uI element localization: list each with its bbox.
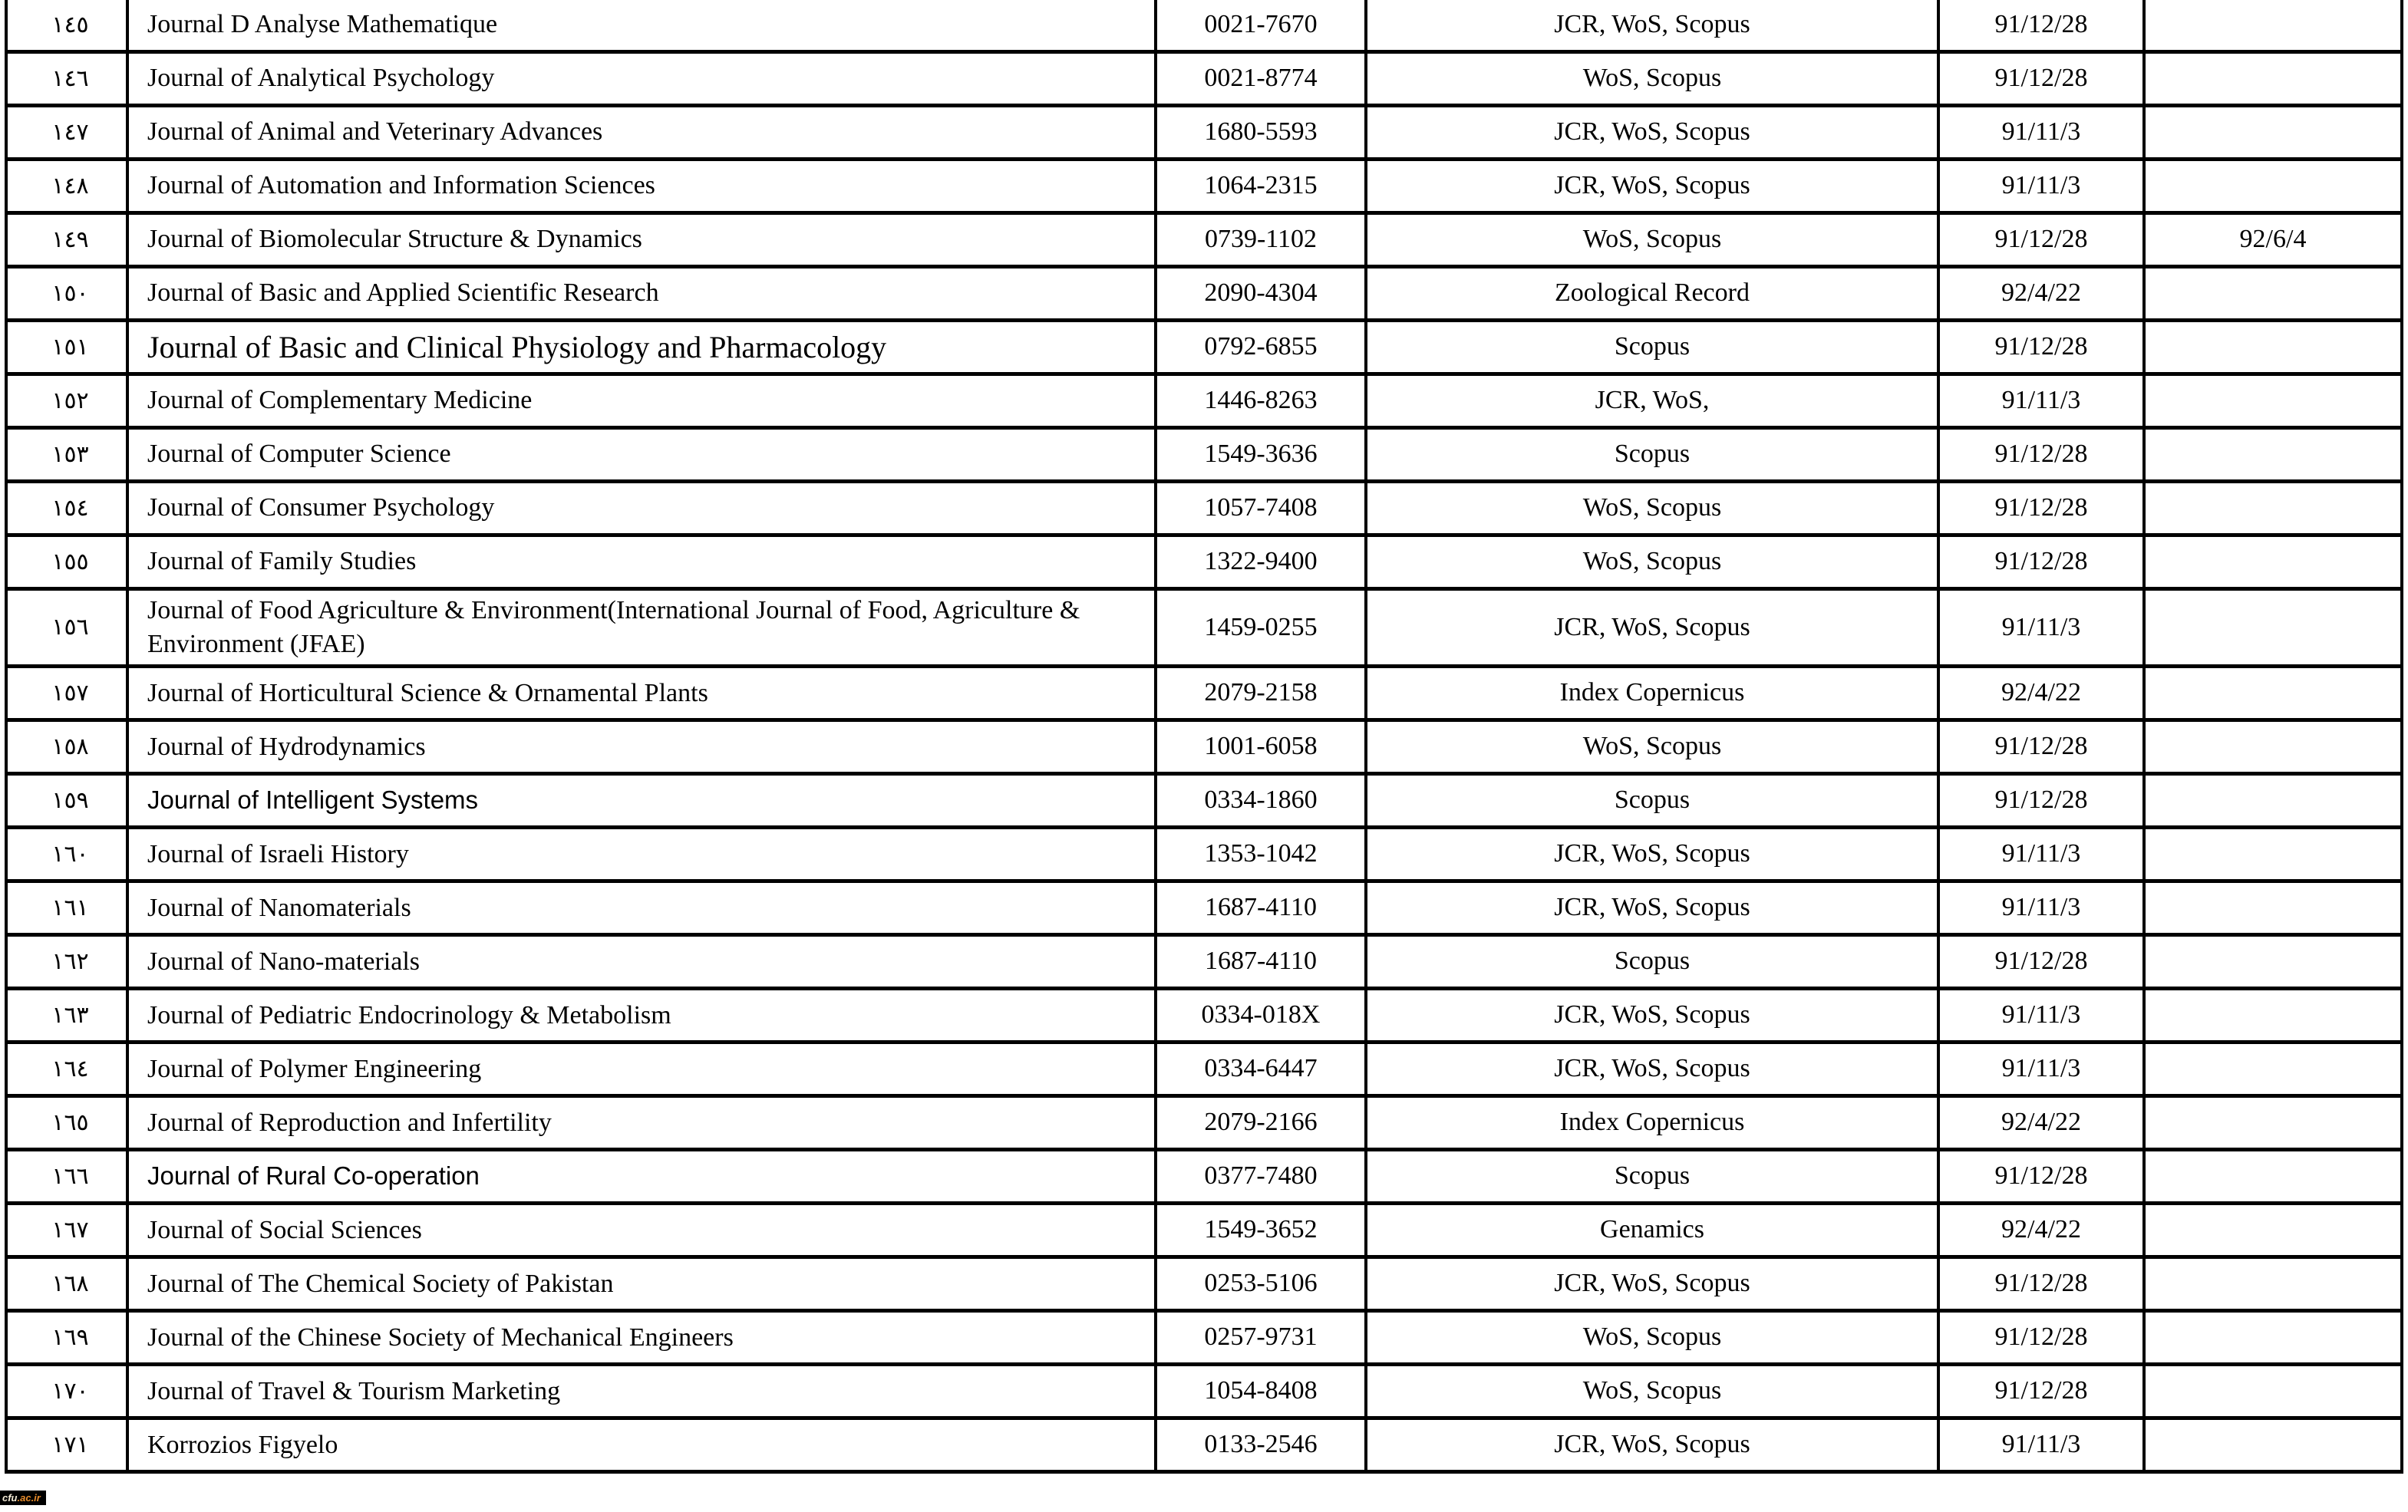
extra-date: [2146, 54, 2400, 104]
row-number: ١٤٨: [8, 161, 129, 211]
date: 91/11/3: [1940, 990, 2146, 1040]
table-row: [8, 1044, 2400, 1098]
indexing: WoS, Scopus: [1367, 215, 1940, 265]
journal-name: Journal of The Chemical Society of Pakistan: [129, 1259, 1157, 1309]
issn: 1549-3652: [1157, 1205, 1367, 1255]
row-number: ١٥٣: [8, 430, 129, 479]
journal-name: Journal of Basic and Applied Scientific Research: [129, 268, 1157, 318]
extra-date: [2146, 161, 2400, 211]
indexing: JCR, WoS, Scopus: [1367, 883, 1940, 933]
table-row: [8, 829, 2400, 883]
date: 91/12/28: [1940, 54, 2146, 104]
date: 91/12/28: [1940, 1259, 2146, 1309]
table-row: [8, 268, 2400, 322]
row-number: ١٥٤: [8, 483, 129, 533]
table-row: [8, 1151, 2400, 1205]
indexing: Index Copernicus: [1367, 668, 1940, 718]
extra-date: [2146, 1259, 2400, 1309]
journal-name: Journal of Consumer Psychology: [129, 483, 1157, 533]
issn: 0377-7480: [1157, 1151, 1367, 1201]
indexing: JCR, WoS, Scopus: [1367, 591, 1940, 664]
journal-name: Journal of Food Agriculture & Environment(International Journal of Food, Agriculture & Environment (JFAE): [129, 591, 1157, 664]
issn: 2090-4304: [1157, 268, 1367, 318]
row-number: ١٤٧: [8, 107, 129, 157]
date: 91/12/28: [1940, 537, 2146, 587]
issn: 2079-2158: [1157, 668, 1367, 718]
journal-name: Journal of Basic and Clinical Physiology and Pharmacology: [129, 322, 1157, 372]
table-row: [8, 1420, 2400, 1474]
table-row: [8, 1313, 2400, 1366]
date: 91/12/28: [1940, 722, 2146, 772]
indexing: JCR, WoS, Scopus: [1367, 107, 1940, 157]
row-number: ١٥١: [8, 322, 129, 372]
table-row: [8, 215, 2400, 268]
date: 91/11/3: [1940, 1420, 2146, 1470]
extra-date: [2146, 1366, 2400, 1416]
journal-name: Journal of Reproduction and Infertility: [129, 1098, 1157, 1148]
row-number: ١٥٠: [8, 268, 129, 318]
issn: 1322-9400: [1157, 537, 1367, 587]
row-number: ١٦٩: [8, 1313, 129, 1362]
row-number: ١٥٩: [8, 776, 129, 825]
issn: 0739-1102: [1157, 215, 1367, 265]
issn: 0792-6855: [1157, 322, 1367, 372]
journal-name: Journal of Family Studies: [129, 537, 1157, 587]
table-row: [8, 161, 2400, 215]
row-number: ١٦٠: [8, 829, 129, 879]
journal-name: Journal of Nano-materials: [129, 937, 1157, 987]
extra-date: [2146, 537, 2400, 587]
table-row: [8, 1259, 2400, 1313]
extra-date: [2146, 722, 2400, 772]
issn: 1680-5593: [1157, 107, 1367, 157]
indexing: WoS, Scopus: [1367, 537, 1940, 587]
issn: 0133-2546: [1157, 1420, 1367, 1470]
indexing: JCR, WoS, Scopus: [1367, 161, 1940, 211]
journal-name: Journal of Pediatric Endocrinology & Metabolism: [129, 990, 1157, 1040]
watermark-suffix: .ac.ir: [17, 1492, 41, 1504]
extra-date: [2146, 591, 2400, 664]
indexing: Scopus: [1367, 322, 1940, 372]
table-row: [8, 591, 2400, 668]
row-number: ١٦٣: [8, 990, 129, 1040]
date: 91/12/28: [1940, 1313, 2146, 1362]
journal-name: Journal of Nanomaterials: [129, 883, 1157, 933]
journal-name: Journal of Rural Co-operation: [129, 1151, 1157, 1201]
row-number: ١٦٤: [8, 1044, 129, 1094]
date: 91/12/28: [1940, 1366, 2146, 1416]
indexing: Scopus: [1367, 1151, 1940, 1201]
journal-name: Journal of Animal and Veterinary Advances: [129, 107, 1157, 157]
extra-date: [2146, 376, 2400, 426]
date: 91/12/28: [1940, 937, 2146, 987]
journals-table: [5, 0, 2403, 1474]
journal-name: Journal D Analyse Mathematique: [129, 0, 1157, 50]
extra-date: [2146, 430, 2400, 479]
issn: 1057-7408: [1157, 483, 1367, 533]
extra-date: [2146, 1313, 2400, 1362]
extra-date: [2146, 322, 2400, 372]
table-row: [8, 322, 2400, 376]
extra-date: [2146, 668, 2400, 718]
journal-name: Journal of Intelligent Systems: [129, 776, 1157, 825]
row-number: ١٤٦: [8, 54, 129, 104]
table-row: [8, 1366, 2400, 1420]
extra-date: [2146, 776, 2400, 825]
indexing: Index Copernicus: [1367, 1098, 1940, 1148]
extra-date: [2146, 0, 2400, 50]
table-row: [8, 483, 2400, 537]
issn: 0021-7670: [1157, 0, 1367, 50]
issn: 1353-1042: [1157, 829, 1367, 879]
table-row: [8, 537, 2400, 591]
table-row: [8, 1098, 2400, 1151]
journal-name: Journal of Hydrodynamics: [129, 722, 1157, 772]
row-number: ١٤٩: [8, 215, 129, 265]
table-row: [8, 937, 2400, 990]
extra-date: [2146, 1205, 2400, 1255]
table-row: [8, 990, 2400, 1044]
extra-date: [2146, 829, 2400, 879]
journal-name: Journal of Social Sciences: [129, 1205, 1157, 1255]
issn: 0334-1860: [1157, 776, 1367, 825]
indexing: WoS, Scopus: [1367, 722, 1940, 772]
table-row: [8, 376, 2400, 430]
date: 92/4/22: [1940, 1098, 2146, 1148]
row-number: ١٦١: [8, 883, 129, 933]
row-number: ١٧٠: [8, 1366, 129, 1416]
date: 91/12/28: [1940, 1151, 2146, 1201]
table-row: [8, 668, 2400, 722]
date: 91/12/28: [1940, 776, 2146, 825]
indexing: Genamics: [1367, 1205, 1940, 1255]
date: 91/11/3: [1940, 591, 2146, 664]
extra-date: [2146, 268, 2400, 318]
date: 91/11/3: [1940, 829, 2146, 879]
issn: 1687-4110: [1157, 883, 1367, 933]
extra-date: [2146, 937, 2400, 987]
row-number: ١٦٦: [8, 1151, 129, 1201]
indexing: Zoological Record: [1367, 268, 1940, 318]
row-number: ١٦٧: [8, 1205, 129, 1255]
table-row: [8, 1205, 2400, 1259]
row-number: ١٦٢: [8, 937, 129, 987]
indexing: Scopus: [1367, 937, 1940, 987]
table-row: [8, 54, 2400, 107]
site-watermark: [0, 1491, 46, 1505]
indexing: JCR, WoS, Scopus: [1367, 1044, 1940, 1094]
issn: 0253-5106: [1157, 1259, 1367, 1309]
indexing: JCR, WoS, Scopus: [1367, 1420, 1940, 1470]
extra-date: [2146, 483, 2400, 533]
journal-name: Journal of Polymer Engineering: [129, 1044, 1157, 1094]
journal-name: Journal of Complementary Medicine: [129, 376, 1157, 426]
date: 92/4/22: [1940, 268, 2146, 318]
journal-name: Journal of Israeli History: [129, 829, 1157, 879]
watermark-prefix: cfu: [2, 1492, 18, 1504]
row-number: ١٧١: [8, 1420, 129, 1470]
row-number: ١٥٧: [8, 668, 129, 718]
extra-date: [2146, 990, 2400, 1040]
row-number: ١٥٨: [8, 722, 129, 772]
extra-date: [2146, 883, 2400, 933]
extra-date: [2146, 1098, 2400, 1148]
issn: 0334-6447: [1157, 1044, 1367, 1094]
journal-name: Journal of Horticultural Science & Ornamental Plants: [129, 668, 1157, 718]
date: 92/4/22: [1940, 668, 2146, 718]
issn: 0334-018X: [1157, 990, 1367, 1040]
issn: 0021-8774: [1157, 54, 1367, 104]
indexing: WoS, Scopus: [1367, 1313, 1940, 1362]
issn: 0257-9731: [1157, 1313, 1367, 1362]
journal-name: Journal of Computer Science: [129, 430, 1157, 479]
date: 91/12/28: [1940, 215, 2146, 265]
issn: 1549-3636: [1157, 430, 1367, 479]
date: 92/4/22: [1940, 1205, 2146, 1255]
indexing: WoS, Scopus: [1367, 1366, 1940, 1416]
issn: 1001-6058: [1157, 722, 1367, 772]
date: 91/11/3: [1940, 376, 2146, 426]
extra-date: [2146, 107, 2400, 157]
issn: 2079-2166: [1157, 1098, 1367, 1148]
table-row: [8, 0, 2400, 54]
journal-name: Journal of the Chinese Society of Mechanical Engineers: [129, 1313, 1157, 1362]
indexing: JCR, WoS, Scopus: [1367, 829, 1940, 879]
extra-date: 92/6/4: [2239, 225, 2307, 254]
row-number: ١٥٦: [8, 591, 129, 664]
indexing: JCR, WoS, Scopus: [1367, 990, 1940, 1040]
extra-date: [2146, 1420, 2400, 1470]
indexing: JCR, WoS,: [1367, 376, 1940, 426]
date: 91/11/3: [1940, 107, 2146, 157]
table-row: [8, 722, 2400, 776]
date: 91/11/3: [1940, 161, 2146, 211]
journal-name: Journal of Travel & Tourism Marketing: [129, 1366, 1157, 1416]
row-number: ١٥٢: [8, 376, 129, 426]
journal-name: Journal of Biomolecular Structure & Dynamics: [129, 215, 1157, 265]
date: 91/11/3: [1940, 1044, 2146, 1094]
issn: 1054-8408: [1157, 1366, 1367, 1416]
extra-date: [2146, 1151, 2400, 1201]
journal-name: Journal of Analytical Psychology: [129, 54, 1157, 104]
journal-name: Journal of Automation and Information Sciences: [129, 161, 1157, 211]
indexing: WoS, Scopus: [1367, 483, 1940, 533]
date: 91/12/28: [1940, 0, 2146, 50]
indexing: JCR, WoS, Scopus: [1367, 0, 1940, 50]
table-row: [8, 107, 2400, 161]
table-row: [8, 776, 2400, 829]
table-row: [8, 883, 2400, 937]
issn: 1459-0255: [1157, 591, 1367, 664]
row-number: ١٤٥: [8, 0, 129, 50]
date: 91/11/3: [1940, 883, 2146, 933]
issn: 1446-8263: [1157, 376, 1367, 426]
date: 91/12/28: [1940, 322, 2146, 372]
indexing: Scopus: [1367, 430, 1940, 479]
date: 91/12/28: [1940, 430, 2146, 479]
journal-name: Korrozios Figyelo: [129, 1420, 1157, 1470]
issn: 1687-4110: [1157, 937, 1367, 987]
date: 91/12/28: [1940, 483, 2146, 533]
row-number: ١٦٥: [8, 1098, 129, 1148]
indexing: JCR, WoS, Scopus: [1367, 1259, 1940, 1309]
row-number: ١٦٨: [8, 1259, 129, 1309]
table-row: [8, 430, 2400, 483]
row-number: ١٥٥: [8, 537, 129, 587]
issn: 1064-2315: [1157, 161, 1367, 211]
indexing: Scopus: [1367, 776, 1940, 825]
indexing: WoS, Scopus: [1367, 54, 1940, 104]
extra-date: [2146, 1044, 2400, 1094]
